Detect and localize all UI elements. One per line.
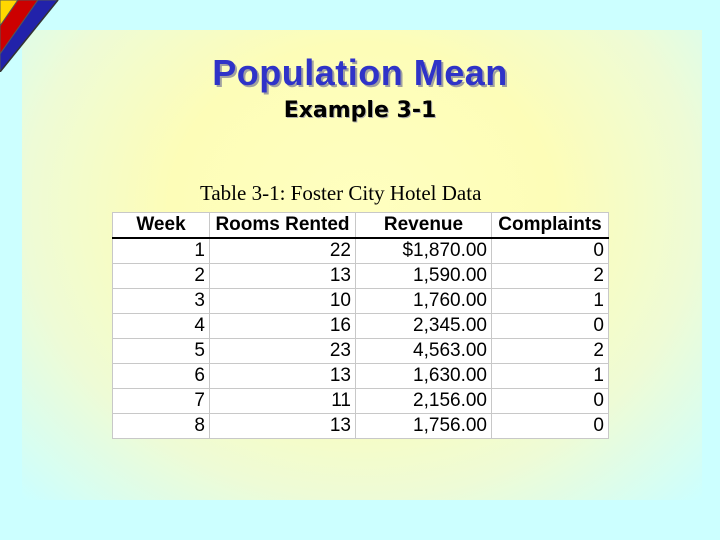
cell-week: 5 — [113, 339, 210, 364]
header-complaints: Complaints — [492, 213, 609, 239]
table-row — [113, 289, 609, 314]
cell-week: 7 — [113, 389, 210, 414]
table-caption: Table 3-1: Foster City Hotel Data — [200, 181, 482, 205]
cell-complaints: 0 — [492, 414, 609, 439]
cell-week: 4 — [113, 314, 210, 339]
cell-revenue: 1,630.00 — [356, 364, 492, 389]
table-row — [113, 314, 609, 339]
table-row — [113, 364, 609, 389]
cell-revenue: 4,563.00 — [356, 339, 492, 364]
header-rooms-rented: Rooms Rented — [210, 213, 356, 239]
table-row — [113, 264, 609, 289]
cell-complaints: 0 — [492, 389, 609, 414]
table-header-row — [113, 213, 609, 239]
table-row — [113, 339, 609, 364]
cell-complaints: 2 — [492, 339, 609, 364]
cell-rooms-rented: 13 — [210, 364, 356, 389]
header-week: Week — [113, 213, 210, 239]
table-row — [113, 238, 609, 264]
cell-rooms-rented: 16 — [210, 314, 356, 339]
hotel-data-table — [112, 212, 609, 439]
cell-week: 3 — [113, 289, 210, 314]
table-row — [113, 414, 609, 439]
cell-week: 8 — [113, 414, 210, 439]
cell-complaints: 1 — [492, 289, 609, 314]
cell-complaints: 0 — [492, 314, 609, 339]
cell-week: 2 — [113, 264, 210, 289]
cell-rooms-rented: 10 — [210, 289, 356, 314]
table-row — [113, 389, 609, 414]
cell-rooms-rented: 23 — [210, 339, 356, 364]
slide-subtitle: Example 3-1 — [283, 98, 437, 123]
cell-revenue: 1,756.00 — [356, 414, 492, 439]
cell-revenue: 1,590.00 — [356, 264, 492, 289]
cell-rooms-rented: 22 — [210, 238, 356, 264]
cell-complaints: 2 — [492, 264, 609, 289]
cell-revenue: 1,760.00 — [356, 289, 492, 314]
cell-revenue: $1,870.00 — [356, 238, 492, 264]
cell-rooms-rented: 13 — [210, 264, 356, 289]
cell-revenue: 2,156.00 — [356, 389, 492, 414]
cell-week: 1 — [113, 238, 210, 264]
cell-revenue: 2,345.00 — [356, 314, 492, 339]
cell-rooms-rented: 13 — [210, 414, 356, 439]
cell-complaints: 0 — [492, 238, 609, 264]
cell-rooms-rented: 11 — [210, 389, 356, 414]
cell-week: 6 — [113, 364, 210, 389]
cell-complaints: 1 — [492, 364, 609, 389]
slide-title: Population Mean — [212, 52, 508, 93]
header-revenue: Revenue — [356, 213, 492, 239]
